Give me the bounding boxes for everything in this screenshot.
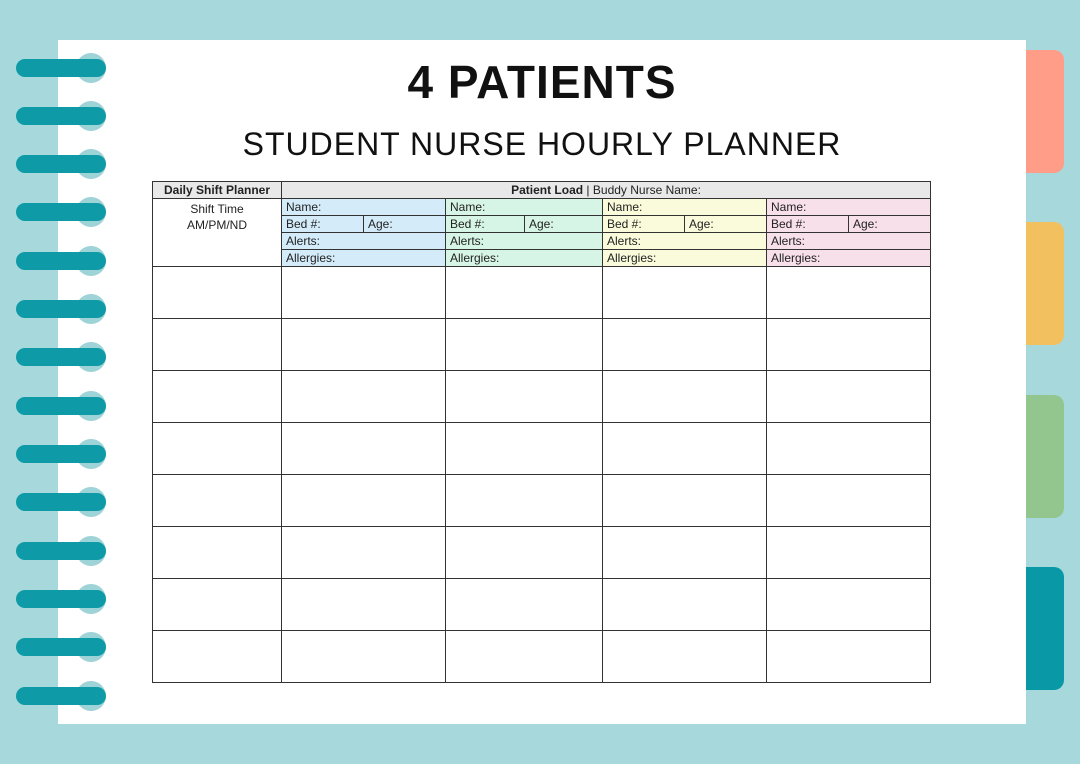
patient-1-note-cell[interactable] bbox=[282, 423, 446, 475]
patient-2-age-field[interactable]: Age: bbox=[525, 216, 603, 233]
patient-4-note-cell[interactable] bbox=[767, 631, 931, 683]
binding-ring bbox=[14, 245, 102, 277]
time-slot-cell[interactable] bbox=[153, 371, 282, 423]
patient-4-alerts-field[interactable]: Alerts: bbox=[767, 233, 931, 250]
patient-4-note-cell[interactable] bbox=[767, 267, 931, 319]
time-slot-cell[interactable] bbox=[153, 423, 282, 475]
patient-3-alerts-field[interactable]: Alerts: bbox=[603, 233, 767, 250]
binding-ring bbox=[14, 535, 102, 567]
hourly-row bbox=[153, 371, 931, 423]
patient-load-header bbox=[282, 182, 931, 199]
patient-3-note-cell[interactable] bbox=[603, 579, 767, 631]
patient-3-age-field[interactable]: Age: bbox=[685, 216, 767, 233]
patient-1-alerts-field[interactable]: Alerts: bbox=[282, 233, 446, 250]
binding-ring bbox=[14, 293, 102, 325]
patient-4-note-cell[interactable] bbox=[767, 319, 931, 371]
patient-3-note-cell[interactable] bbox=[603, 527, 767, 579]
daily-shift-planner-header: Daily Shift Planner bbox=[153, 182, 282, 199]
binding-ring bbox=[14, 631, 102, 663]
shift-time-cell bbox=[153, 199, 282, 267]
patient-2-allergies-field[interactable]: Allergies: bbox=[446, 250, 603, 267]
patient-3-note-cell[interactable] bbox=[603, 475, 767, 527]
patient-2-bed-field[interactable]: Bed #: bbox=[446, 216, 525, 233]
patient-1-note-cell[interactable] bbox=[282, 267, 446, 319]
binding-ring bbox=[14, 390, 102, 422]
patient-2-note-cell[interactable] bbox=[446, 267, 603, 319]
binding-ring bbox=[14, 341, 102, 373]
hourly-row bbox=[153, 527, 931, 579]
patient-1-age-field[interactable]: Age: bbox=[364, 216, 446, 233]
time-slot-cell[interactable] bbox=[153, 319, 282, 371]
shift-time-label: Shift Time bbox=[190, 202, 244, 216]
hourly-row bbox=[153, 579, 931, 631]
patient-3-note-cell[interactable] bbox=[603, 319, 767, 371]
patient-1-note-cell[interactable] bbox=[282, 475, 446, 527]
patient-3-note-cell[interactable] bbox=[603, 423, 767, 475]
patient-3-name-field[interactable]: Name: bbox=[603, 199, 767, 216]
patient-2-note-cell[interactable] bbox=[446, 475, 603, 527]
hourly-row bbox=[153, 423, 931, 475]
page-subtitle: STUDENT NURSE HOURLY PLANNER bbox=[242, 126, 842, 162]
binding-ring bbox=[14, 196, 102, 228]
patient-4-note-cell[interactable] bbox=[767, 475, 931, 527]
patient-1-allergies-field[interactable]: Allergies: bbox=[282, 250, 446, 267]
hourly-planner-table bbox=[152, 181, 931, 683]
section-tab-coral[interactable] bbox=[1022, 50, 1064, 173]
binding-ring bbox=[14, 680, 102, 712]
patient-2-note-cell[interactable] bbox=[446, 527, 603, 579]
patient-3-note-cell[interactable] bbox=[603, 267, 767, 319]
patient-2-note-cell[interactable] bbox=[446, 423, 603, 475]
patient-3-allergies-field[interactable]: Allergies: bbox=[603, 250, 767, 267]
page-title: 4 PATIENTS bbox=[407, 56, 677, 108]
patient-2-alerts-field[interactable]: Alerts: bbox=[446, 233, 603, 250]
time-slot-cell[interactable] bbox=[153, 631, 282, 683]
patient-4-age-field[interactable]: Age: bbox=[849, 216, 931, 233]
buddy-nurse-label: Buddy Nurse Name: bbox=[592, 183, 701, 197]
patient-3-note-cell[interactable] bbox=[603, 631, 767, 683]
shift-type-label: AM/PM/ND bbox=[187, 218, 247, 232]
time-slot-cell[interactable] bbox=[153, 579, 282, 631]
patient-1-note-cell[interactable] bbox=[282, 319, 446, 371]
patient-1-note-cell[interactable] bbox=[282, 527, 446, 579]
patient-load-label: Patient Load bbox=[511, 183, 584, 197]
patient-4-note-cell[interactable] bbox=[767, 579, 931, 631]
patient-2-note-cell[interactable] bbox=[446, 319, 603, 371]
patient-4-note-cell[interactable] bbox=[767, 371, 931, 423]
time-slot-cell[interactable] bbox=[153, 267, 282, 319]
patient-1-note-cell[interactable] bbox=[282, 371, 446, 423]
binding-ring bbox=[14, 583, 102, 615]
patient-3-note-cell[interactable] bbox=[603, 371, 767, 423]
header-separator: | bbox=[586, 183, 590, 197]
patient-2-note-cell[interactable] bbox=[446, 631, 603, 683]
section-tab-yellow[interactable] bbox=[1022, 222, 1064, 345]
patient-2-note-cell[interactable] bbox=[446, 371, 603, 423]
patient-1-name-field[interactable]: Name: bbox=[282, 199, 446, 216]
time-slot-cell[interactable] bbox=[153, 475, 282, 527]
patient-4-note-cell[interactable] bbox=[767, 423, 931, 475]
patient-3-bed-field[interactable]: Bed #: bbox=[603, 216, 685, 233]
hourly-row bbox=[153, 631, 931, 683]
patient-2-name-field[interactable]: Name: bbox=[446, 199, 603, 216]
table-header-row bbox=[153, 182, 931, 199]
patient-name-row bbox=[153, 199, 931, 216]
patient-1-note-cell[interactable] bbox=[282, 631, 446, 683]
patient-4-allergies-field[interactable]: Allergies: bbox=[767, 250, 931, 267]
section-tab-green[interactable] bbox=[1022, 395, 1064, 518]
binding-ring bbox=[14, 438, 102, 470]
patient-4-bed-field[interactable]: Bed #: bbox=[767, 216, 849, 233]
patient-1-note-cell[interactable] bbox=[282, 579, 446, 631]
hourly-row bbox=[153, 319, 931, 371]
section-tab-teal[interactable] bbox=[1022, 567, 1064, 690]
patient-2-note-cell[interactable] bbox=[446, 579, 603, 631]
binding-ring bbox=[14, 486, 102, 518]
hourly-row bbox=[153, 475, 931, 527]
patient-4-name-field[interactable]: Name: bbox=[767, 199, 931, 216]
time-slot-cell[interactable] bbox=[153, 527, 282, 579]
hourly-row bbox=[153, 267, 931, 319]
patient-1-bed-field[interactable]: Bed #: bbox=[282, 216, 364, 233]
patient-4-note-cell[interactable] bbox=[767, 527, 931, 579]
